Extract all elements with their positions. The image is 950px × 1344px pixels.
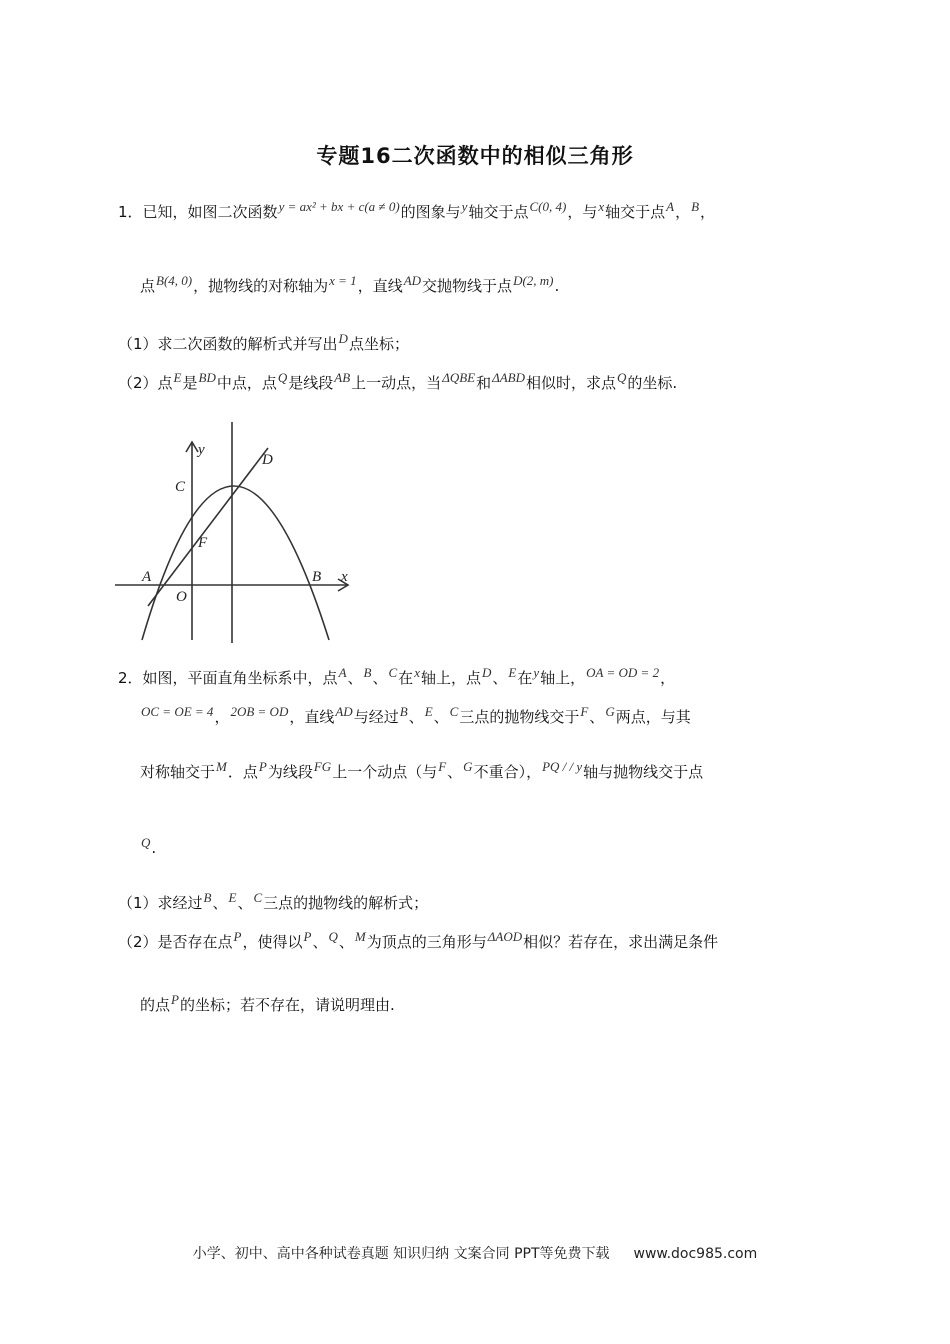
math: E (173, 370, 182, 385)
text: 已知，如图二次函数 (142, 203, 278, 221)
text: . (151, 839, 157, 857)
q2-part-2 (118, 929, 719, 953)
text: 的坐标. (627, 374, 678, 392)
math: y (533, 665, 540, 680)
math: Q (328, 929, 338, 944)
text: 、 (433, 708, 449, 726)
math: Q (141, 835, 151, 850)
text: 轴交于点 (605, 203, 666, 221)
q1-line-2 (140, 273, 560, 297)
text: 、 (408, 708, 424, 726)
label-a: A (142, 569, 152, 585)
text: 与经过 (353, 708, 399, 726)
label-o: O (176, 589, 187, 605)
text: 、 (447, 763, 463, 781)
math: E (424, 704, 433, 719)
page-footer (0, 1243, 950, 1263)
math: Q (617, 370, 627, 385)
label-y: y (198, 442, 205, 458)
text: 是线段 (288, 374, 334, 392)
math: C(0, 4) (529, 199, 567, 214)
text: 、 (312, 933, 328, 951)
label-c: C (175, 479, 186, 495)
math: P (303, 929, 312, 944)
math: B (399, 704, 408, 719)
text: 轴交于点 (468, 203, 529, 221)
q2-line-1 (118, 665, 676, 689)
math: 2OB = OD (230, 704, 289, 719)
parabola-figure (110, 418, 360, 648)
math: AD (335, 704, 353, 719)
math: PQ / / y (542, 759, 583, 774)
math: B(4, 0) (156, 273, 193, 288)
math: C (388, 665, 398, 680)
text: 为顶点的三角形与 (366, 933, 487, 951)
math: B (203, 890, 212, 905)
text: 三点的抛物线交于 (459, 708, 580, 726)
math: B (691, 199, 700, 214)
math: y (461, 199, 468, 214)
text: ， (214, 708, 230, 726)
q1-line-1 (118, 199, 716, 223)
text: 轴上， (540, 669, 586, 687)
math: AB (334, 370, 351, 385)
math: M (354, 929, 366, 944)
math: ΔABD (492, 370, 526, 385)
math: A (666, 199, 675, 214)
q2-part-1 (118, 890, 429, 914)
text: 轴上，点 (420, 669, 481, 687)
math: D(2, m) (513, 273, 554, 288)
parabola-curve (142, 486, 329, 640)
text: ， (660, 669, 676, 687)
text: 交抛物线于点 (422, 277, 513, 295)
q2-line-4 (140, 835, 157, 859)
label-d: D (262, 452, 273, 468)
text: （1）求经过 (118, 894, 203, 912)
math: x (414, 665, 420, 680)
math: C (449, 704, 459, 719)
math: G (605, 704, 615, 719)
footer-url[interactable]: www.doc985.com (633, 1246, 758, 1262)
text: . (554, 277, 560, 295)
text: 相似？若存在，求出满足条件 (523, 933, 719, 951)
text: 点 (140, 277, 156, 295)
text: 、 (237, 894, 253, 912)
text: ，与 (567, 203, 598, 221)
math: x (598, 199, 605, 214)
math: x = 1 (329, 273, 357, 288)
text: （2）点 (118, 374, 173, 392)
math: P (171, 992, 179, 1007)
math: D (481, 665, 492, 680)
q1-number: 1． (118, 203, 143, 221)
math: P (258, 759, 267, 774)
text: 、 (589, 708, 605, 726)
q2-line-2 (140, 704, 691, 728)
text: ， (700, 203, 716, 221)
text: 相似时，求点 (526, 374, 617, 392)
math: B (363, 665, 372, 680)
math: D (338, 331, 348, 346)
text: 中点，点 (216, 374, 277, 392)
math: ΔAOD (487, 929, 523, 944)
text: 的图象与 (400, 203, 461, 221)
text: 为线段 (267, 763, 313, 781)
page-title: 专题16二次函数中的相似三角形 (316, 144, 634, 168)
text: 上一个动点（与 (332, 763, 438, 781)
text: 不重合）， (473, 763, 542, 781)
math: y = ax² + bx + c(a ≠ 0) (278, 199, 400, 214)
text: 如图，平面直角坐标系中，点 (142, 669, 338, 687)
math: F (580, 704, 589, 719)
label-b: B (312, 569, 322, 585)
text: ．点 (227, 763, 258, 781)
math: E (508, 665, 517, 680)
math: G (463, 759, 473, 774)
text: ，使得以 (242, 933, 303, 951)
text: 在 (517, 669, 533, 687)
math: OC = OE = 4 (141, 704, 214, 719)
line-ad (148, 448, 268, 606)
text: 、 (372, 669, 388, 687)
text: 点坐标； (348, 335, 409, 353)
text: 上一动点，当 (351, 374, 442, 392)
q2-number: 2． (118, 669, 143, 687)
math: A (338, 665, 347, 680)
math: F (438, 759, 447, 774)
text: （1）求二次函数的解析式并写出 (118, 335, 338, 353)
text: ，直线 (289, 708, 335, 726)
text: 的坐标；若不存在，请说明理由. (179, 996, 395, 1014)
text: ， (675, 203, 691, 221)
text: 是 (182, 374, 198, 392)
text: ，抛物线的对称轴为 (193, 277, 329, 295)
math: M (216, 759, 227, 774)
label-x: x (341, 569, 348, 585)
text: 对称轴交于 (140, 763, 216, 781)
text: 和 (476, 374, 492, 392)
text: 、 (212, 894, 228, 912)
text: 、 (338, 933, 354, 951)
text: ，直线 (357, 277, 403, 295)
math: C (253, 890, 263, 905)
math: E (228, 890, 237, 905)
math: AD (403, 273, 422, 288)
text: 、 (347, 669, 363, 687)
text: 在 (398, 669, 414, 687)
math: P (233, 929, 242, 944)
text: （2）是否存在点 (118, 933, 233, 951)
math: FG (313, 759, 332, 774)
q2-part-2-continued (140, 992, 395, 1016)
text: 、 (492, 669, 508, 687)
q2-line-3 (140, 759, 704, 783)
math: BD (198, 370, 216, 385)
text: 的点 (140, 996, 171, 1014)
math: ΔQBE (442, 370, 476, 385)
q1-part-1 (118, 331, 409, 355)
text: 三点的抛物线的解析式； (263, 894, 429, 912)
q1-part-2 (118, 370, 678, 394)
text: 两点，与其 (615, 708, 691, 726)
label-f: F (198, 535, 208, 551)
footer-text: 小学、初中、高中各种试卷真题 知识归纳 文案合同 PPT等免费下载 (192, 1246, 610, 1262)
math: Q (277, 370, 288, 385)
text: 轴与抛物线交于点 (583, 763, 704, 781)
math: OA = OD = 2 (586, 665, 660, 680)
